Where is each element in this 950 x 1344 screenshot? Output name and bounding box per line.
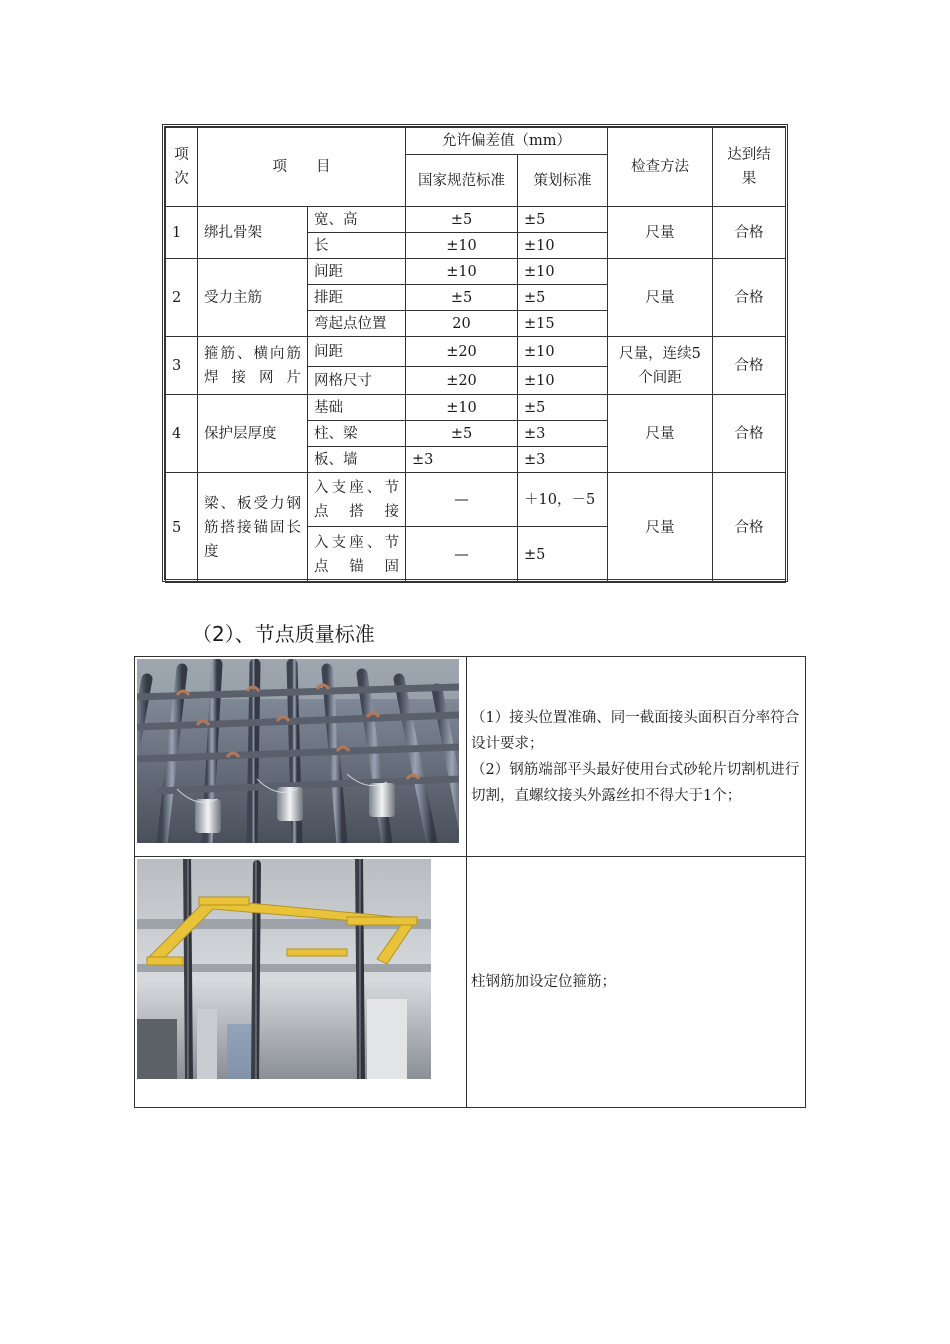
row-item: 箍筋、横向筋焊接网片 (198, 337, 308, 395)
result: 合格 (713, 337, 786, 395)
header-method: 检查方法 (608, 128, 713, 207)
row-number: 5 (166, 473, 198, 583)
result: 合格 (713, 207, 786, 259)
section-heading: （2）、节点质量标准 (192, 622, 375, 646)
planned-value: ＋10，－5 (518, 473, 608, 527)
planned-value: ±5 (518, 527, 608, 583)
national-value: — (406, 473, 518, 527)
check-method: 尺量，连续5个间距 (608, 337, 713, 395)
check-method: 尺量 (608, 473, 713, 583)
node-quality-table (134, 656, 806, 1108)
planned-value: ±3 (518, 447, 608, 473)
planned-value: ±10 (518, 367, 608, 395)
header-result: 达到结 果 (713, 128, 786, 207)
requirement-text-cell (467, 657, 806, 857)
sub-item: 弯起点位置 (308, 311, 406, 337)
planned-value: ±15 (518, 311, 608, 337)
row-item: 绑扎骨架 (198, 207, 308, 259)
photo-cell (135, 857, 467, 1108)
requirement-line: 柱钢筋加设定位箍筋； (471, 974, 616, 991)
sub-item: 宽、高 (308, 207, 406, 233)
header-allowed-deviation: 允许偏差值（mm） (406, 128, 608, 155)
header-planned-standard: 策划标准 (518, 155, 608, 207)
result: 合格 (713, 473, 786, 583)
header-index: 项 次 (166, 128, 198, 207)
national-value: ±5 (406, 421, 518, 447)
row-number: 1 (166, 207, 198, 259)
national-value: ±10 (406, 259, 518, 285)
sub-item: 基础 (308, 395, 406, 421)
table-row (166, 337, 786, 367)
planned-value: ±5 (518, 395, 608, 421)
sub-item: 间距 (308, 337, 406, 367)
row-item: 受力主筋 (198, 259, 308, 337)
national-value: ±10 (406, 233, 518, 259)
sub-item: 长 (308, 233, 406, 259)
table-row (166, 259, 786, 285)
requirement-line: （2）钢筋端部平头最好使用台式砂轮片切割机进行切割，直螺纹接头外露丝扣不得大于1个； (471, 761, 800, 804)
sub-item: 网格尺寸 (308, 367, 406, 395)
national-value: ±10 (406, 395, 518, 421)
row-number: 3 (166, 337, 198, 395)
planned-value: ±10 (518, 337, 608, 367)
national-value: 20 (406, 311, 518, 337)
planned-value: ±5 (518, 285, 608, 311)
national-value: ±5 (406, 285, 518, 311)
requirement-line: （1）接头位置准确、同一截面接头面积百分率符合设计要求； (471, 709, 800, 752)
sub-item: 板、墙 (308, 447, 406, 473)
national-value: — (406, 527, 518, 583)
national-value: ±3 (406, 447, 518, 473)
column-stirrup-photo-icon (137, 859, 431, 1079)
sub-item: 柱、梁 (308, 421, 406, 447)
rebar-coupler-photo-icon (137, 659, 459, 843)
sub-item: 入支座、节点搭接 (308, 473, 406, 527)
row-number: 4 (166, 395, 198, 473)
planned-value: ±3 (518, 421, 608, 447)
planned-value: ±10 (518, 259, 608, 285)
table-row (166, 207, 786, 233)
row-item: 梁、板受力钢筋搭接锚固长度 (198, 473, 308, 583)
row-number: 2 (166, 259, 198, 337)
check-method: 尺量 (608, 259, 713, 337)
result: 合格 (713, 395, 786, 473)
sub-item: 间距 (308, 259, 406, 285)
sub-item: 排距 (308, 285, 406, 311)
table-row (135, 857, 806, 1108)
national-value: ±5 (406, 207, 518, 233)
row-item: 保护层厚度 (198, 395, 308, 473)
photo-cell (135, 657, 467, 857)
national-value: ±20 (406, 337, 518, 367)
table-row (166, 473, 786, 527)
national-value: ±20 (406, 367, 518, 395)
table-row (135, 657, 806, 857)
header-item: 项 目 (198, 128, 406, 207)
planned-value: ±5 (518, 207, 608, 233)
tolerance-table (162, 124, 788, 582)
sub-item: 入支座、节点锚固 (308, 527, 406, 583)
requirement-text-cell (467, 857, 806, 1108)
result: 合格 (713, 259, 786, 337)
check-method: 尺量 (608, 207, 713, 259)
check-method: 尺量 (608, 395, 713, 473)
planned-value: ±10 (518, 233, 608, 259)
header-national-standard: 国家规范标准 (406, 155, 518, 207)
table-row (166, 395, 786, 421)
